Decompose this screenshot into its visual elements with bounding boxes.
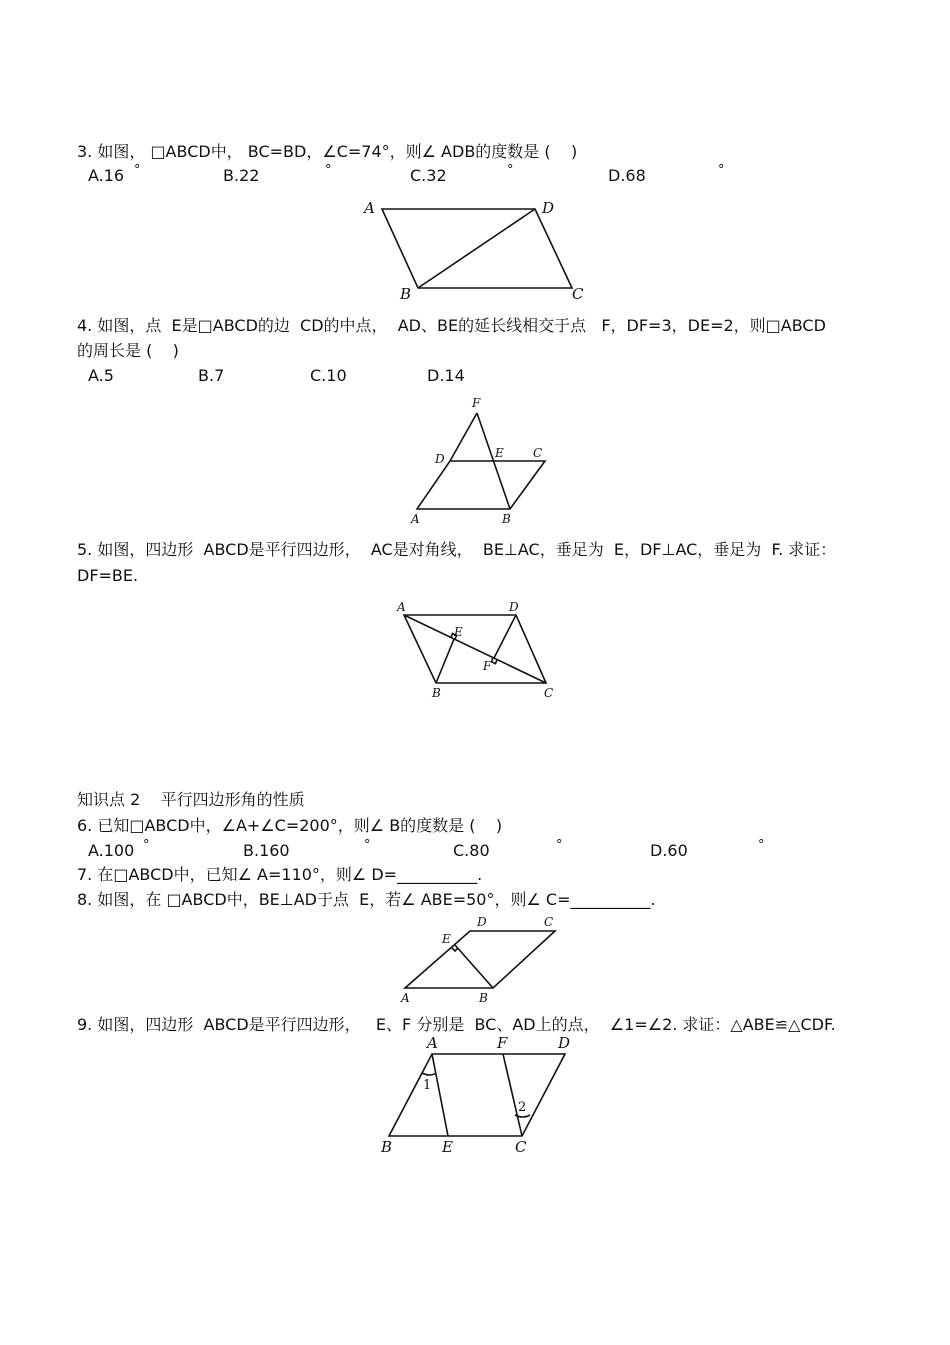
q6-option-b: B.160 <box>243 841 290 860</box>
q7-stem: 7. 在□ABCD中，已知∠ A=110°，则∠ D=__________. <box>77 865 483 884</box>
q5-segment-df <box>494 615 516 658</box>
q8-label-e: E <box>442 932 451 946</box>
q5-label-b: B <box>432 686 441 700</box>
q4-option-a: A.5 <box>88 366 114 385</box>
q4-stem-line1: 4. 如图，点 E是□ABCD的边 CD的中点， AD、BE的延长线相交于点 F，DF=3，DE=2，则□ABCD <box>77 316 826 335</box>
q3-label-c: C <box>572 285 584 303</box>
q6-option-a: A.100 <box>88 841 135 860</box>
q9-label-d: D <box>558 1034 571 1052</box>
q8-stem: 8. 如图，在 □ABCD中，BE⊥AD于点 E，若∠ ABE=50°，则∠ C=__________. <box>77 890 656 909</box>
q5-label-f: F <box>483 659 492 673</box>
q4-label-f: F <box>472 396 481 410</box>
degree-mark: ° <box>556 838 563 853</box>
q5-diagonal-ac <box>404 615 546 683</box>
q9-stem: 9. 如图，四边形 ABCD是平行四边形， E、F 分别是 BC、AD上的点， ∠1=∠2. 求证：△ABE≌△CDF. <box>77 1015 836 1034</box>
q9-angle-arc-1 <box>422 1073 436 1075</box>
q8-label-c: C <box>544 915 554 929</box>
degree-mark: ° <box>134 163 141 178</box>
q3-parallelogram-figure <box>360 195 590 305</box>
q3-label-d: D <box>542 199 555 217</box>
q4-label-e: E <box>495 446 504 460</box>
degree-mark: ° <box>325 163 332 178</box>
degree-mark: ° <box>507 163 514 178</box>
q5-stem-line1: 5. 如图，四边形 ABCD是平行四边形， AC是对角线， BE⊥AC，垂足为 E，DF⊥AC，垂足为 F. 求证： <box>77 540 837 559</box>
q9-segment-cf <box>503 1054 522 1136</box>
q9-label-a: A <box>427 1034 438 1052</box>
section-heading: 知识点 2 平行四边形角的性质 <box>77 790 305 809</box>
degree-mark: ° <box>143 838 150 853</box>
q8-right-angle-e <box>452 948 458 951</box>
q5-segment-be <box>436 639 454 683</box>
q4-parallelogram <box>417 461 545 509</box>
q4-option-d: D.14 <box>427 366 465 385</box>
q3-diagonal-bd <box>418 209 535 288</box>
q8-label-a: A <box>401 991 410 1005</box>
q5-label-d: D <box>509 600 519 614</box>
q8-parallelogram-figure <box>395 912 565 1004</box>
degree-mark: ° <box>758 838 765 853</box>
q5-label-a: A <box>397 600 406 614</box>
q4-extension-df <box>450 413 477 461</box>
q4-label-c: C <box>533 446 543 460</box>
q9-label-e: E <box>442 1138 453 1156</box>
q8-label-b: B <box>479 991 488 1005</box>
degree-mark: ° <box>718 163 725 178</box>
q3-option-b: B.22 <box>223 166 260 185</box>
q5-parallelogram-figure <box>392 598 562 702</box>
q4-option-c: C.10 <box>310 366 347 385</box>
q4-stem-line2: 的周长是 ( ) <box>77 341 179 360</box>
q9-parallelogram <box>389 1054 565 1136</box>
q5-stem-line2: DF=BE. <box>77 566 139 585</box>
q5-label-c: C <box>544 686 554 700</box>
q8-segment-be <box>455 945 493 988</box>
q3-label-b: B <box>400 285 412 303</box>
q4-parallelogram-figure <box>405 395 555 527</box>
q9-label-angle-1: 1 <box>423 1078 432 1093</box>
q3-stem: 3. 如图， □ABCD中， BC=BD，∠C=74°，则∠ ADB的度数是 ( ) <box>77 142 578 161</box>
q4-option-b: B.7 <box>198 366 225 385</box>
q6-option-c: C.80 <box>453 841 490 860</box>
q4-label-d: D <box>435 452 445 466</box>
q3-option-a: A.16 <box>88 166 125 185</box>
q3-label-a: A <box>364 199 375 217</box>
q9-angle-arc-2 <box>515 1115 530 1117</box>
q8-label-d: D <box>477 915 487 929</box>
q6-stem: 6. 已知□ABCD中，∠A+∠C=200°，则∠ B的度数是 ( ) <box>77 816 503 835</box>
q3-option-c: C.32 <box>410 166 447 185</box>
q9-parallelogram-figure <box>375 1033 585 1163</box>
q9-label-f: F <box>497 1034 508 1052</box>
q8-parallelogram <box>405 931 555 988</box>
q4-label-b: B <box>502 512 511 526</box>
q9-label-c: C <box>515 1138 527 1156</box>
q9-label-angle-2: 2 <box>518 1100 527 1115</box>
q3-option-d: D.68 <box>608 166 646 185</box>
q9-segment-ae <box>432 1054 448 1136</box>
degree-mark: ° <box>364 838 371 853</box>
q5-label-e: E <box>454 625 463 639</box>
q6-option-d: D.60 <box>650 841 688 860</box>
q4-label-a: A <box>411 512 420 526</box>
q9-label-b: B <box>381 1138 393 1156</box>
